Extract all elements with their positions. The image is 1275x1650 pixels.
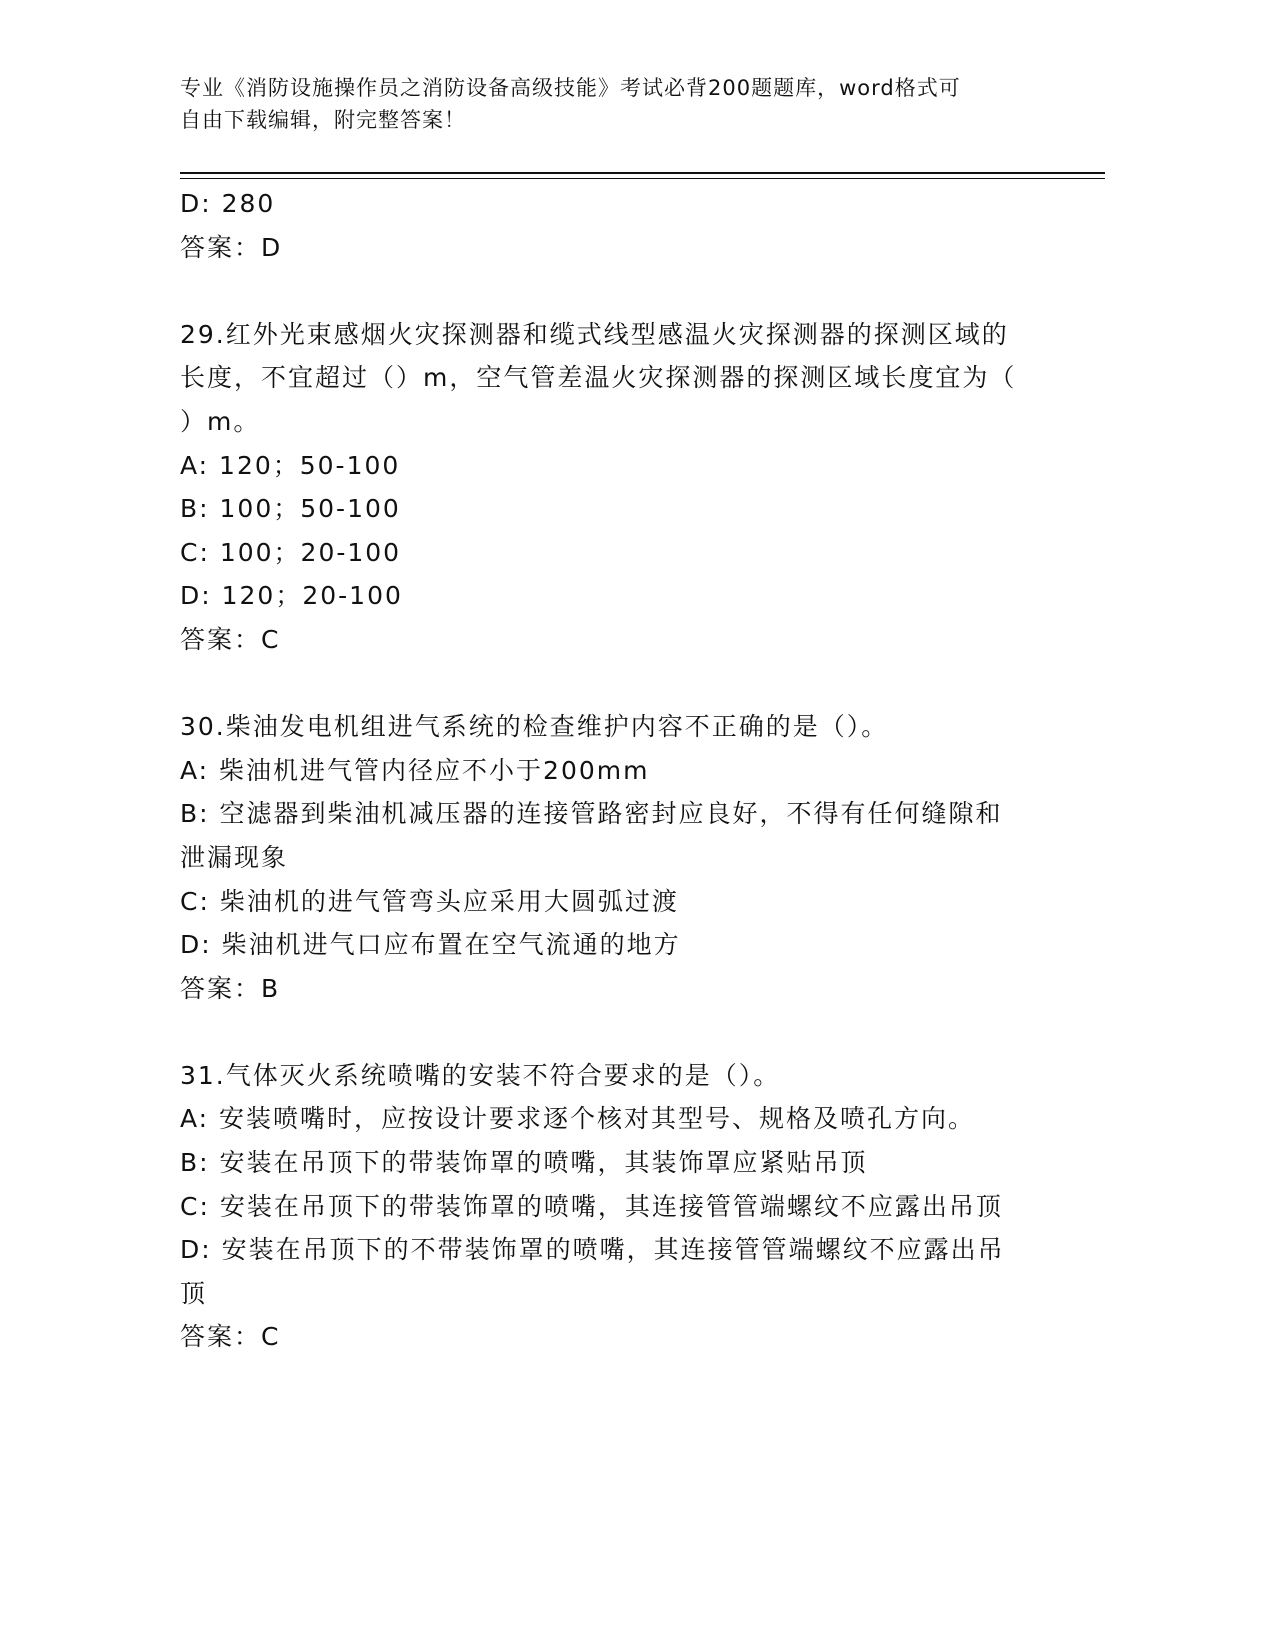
option-b: B: 空滤器到柴油机减压器的连接管路密封应良好，不得有任何缝隙和 [180,799,1003,829]
question-stem: 31.气体灭火系统喷嘴的安装不符合要求的是（）。 [180,1060,781,1090]
option-a: A: 柴油机进气管内径应不小于200mm [180,755,650,785]
option-d-continued: 顶 [180,1278,208,1308]
question-stem: 29.红外光束感烟火灾探测器和缆式线型感温火灾探测器的探测区域的 [180,319,1009,349]
header-line-2: 自由下载编辑，附完整答案！ [180,108,466,132]
question-30 [180,705,1040,1010]
question-stem: ）m。 [180,406,261,436]
header-divider-thin [180,178,1105,179]
question-stem: 长度，不宜超过（）m，空气管差温火灾探测器的探测区域长度宜为（ [180,363,1017,393]
previous-question-tail [180,182,1040,269]
spacer [180,1010,1040,1054]
option-d: D: 安装在吊顶下的不带装饰罩的喷嘴，其连接管管端螺纹不应露出吊 [180,1235,1005,1265]
document-header [180,72,1060,136]
option-b-continued: 泄漏现象 [180,842,289,872]
answer-line: 答案：B [180,973,281,1003]
option-b: B: 100；50-100 [180,494,401,524]
option-c: C: 安装在吊顶下的带装饰罩的喷嘴，其连接管管端螺纹不应露出吊顶 [180,1191,1003,1221]
question-list [180,182,1040,1359]
header-line-1: 专业《消防设施操作员之消防设备高级技能》考试必背200题题库，word格式可 [180,76,961,100]
spacer [180,662,1040,706]
option-d: D: 柴油机进气口应布置在空气流通的地方 [180,930,681,960]
question-29 [180,313,1040,662]
header-divider-thick [180,172,1105,174]
question-31 [180,1054,1040,1359]
answer-line: 答案：C [180,624,281,654]
answer-line: 答案：C [180,1322,281,1352]
option-a: A: 安装喷嘴时，应按设计要求逐个核对其型号、规格及喷孔方向。 [180,1104,976,1134]
spacer [180,269,1040,313]
option-c: C: 柴油机的进气管弯头应采用大圆弧过渡 [180,886,679,916]
question-stem: 30.柴油发电机组进气系统的检查维护内容不正确的是（）。 [180,712,889,742]
answer-line: 答案：D [180,232,283,262]
option-b: B: 安装在吊顶下的带装饰罩的喷嘴，其装饰罩应紧贴吊顶 [180,1148,868,1178]
option-d: D: 120；20-100 [180,581,403,611]
option-d: D: 280 [180,189,276,218]
option-a: A: 120；50-100 [180,450,401,480]
option-c: C: 100；20-100 [180,537,402,567]
